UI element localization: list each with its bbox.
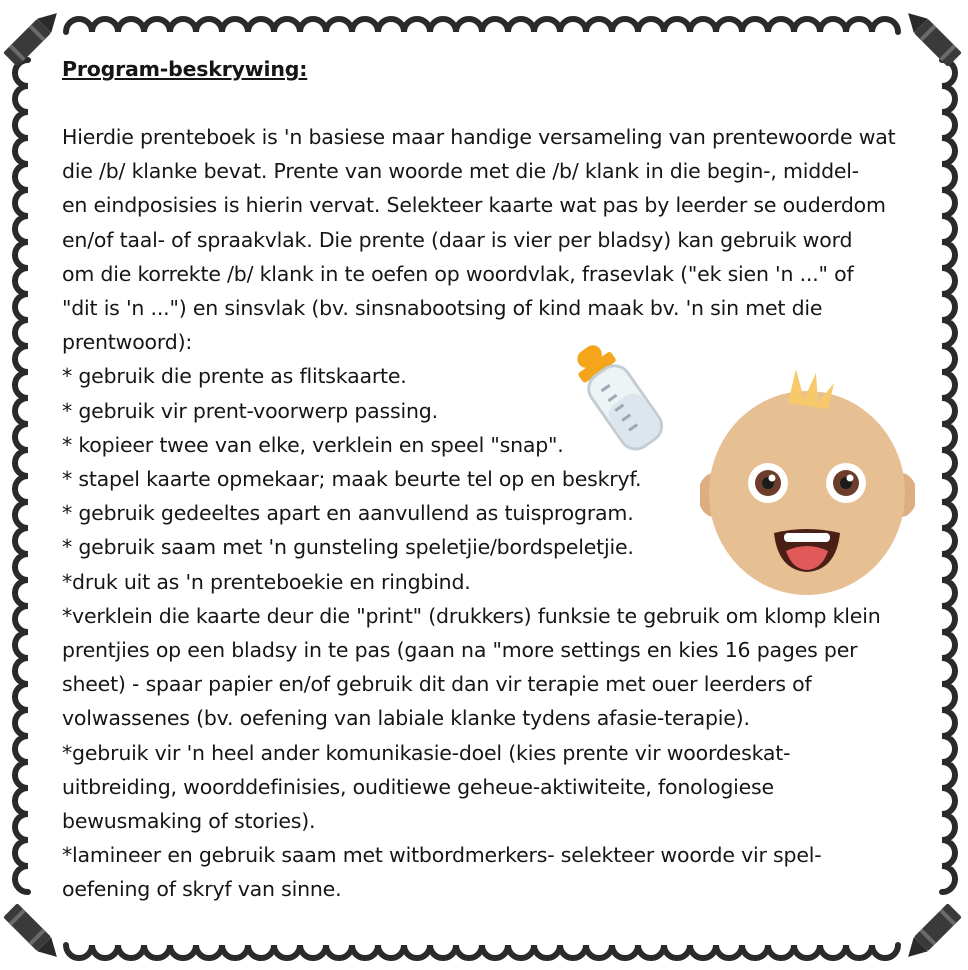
text-line: sheet) - spaar papier en/of gebruik dit dan vir terapie met ouer leerders of (62, 672, 812, 697)
frame-top-curls (66, 19, 898, 32)
text-line: *lamineer en gebruik saam met witbordmerkers- selekteer woorde vir spel- (62, 843, 822, 868)
text-line: prentjies op een bladsy in te pas (gaan na "more settings en kies 16 pages per (62, 638, 858, 663)
text-line: *druk uit as 'n prenteboekie en ringbind. (62, 569, 471, 594)
crayon-icon (901, 903, 962, 964)
text-line: die /b/ klanke bevat. Prente van woorde met die /b/ klank in die begin-, middel- (62, 159, 859, 184)
text-line: en eindposisies is hierin vervat. Selekteer kaarte wat pas by leerder se ouderdom (62, 193, 886, 218)
frame-right-curls (942, 60, 955, 892)
crayon-icon (3, 6, 64, 67)
frame-left-curls (15, 60, 28, 892)
text-line: * gebruik die prente as flitskaarte. (62, 364, 407, 389)
text-line: uitbreiding, woorddefinisies, ouditiewe geheue-aktiwiteite, fonologiese (62, 774, 774, 799)
baby-bottle-icon (560, 340, 680, 460)
page-title: Program-beskrywing: (62, 57, 308, 81)
text-line: prentwoord): (62, 330, 193, 355)
text-line: bewusmaking of stories). (62, 809, 316, 834)
crayon-icon (3, 903, 64, 964)
text-line: en/of taal- of spraakvlak. Die prente (daar is vier per bladsy) kan gebruik word (62, 227, 853, 252)
text-line: * gebruik gedeeltes apart en aanvullend as tuisprogram. (62, 501, 634, 526)
baby-face-icon (700, 365, 915, 595)
text-line: * gebruik vir prent-voorwerp passing. (62, 398, 438, 423)
blank-line (62, 86, 922, 120)
text-line: "dit is 'n ...") en sinsvlak (bv. sinsnabootsing of kind maak bv. 'n sin met die (62, 296, 823, 321)
text-line: *gebruik vir 'n heel ander komunikasie-doel (kies prente vir woordeskat- (62, 740, 791, 765)
text-line: om die korrekte /b/ klank in te oefen op woordvlak, frasevlak ("ek sien 'n ..." of (62, 261, 854, 286)
frame-bottom-curls (66, 945, 898, 958)
text-line: oefening of skryf van sinne. (62, 877, 342, 902)
text-line: * kopieer twee van elke, verklein en speel "snap". (62, 432, 564, 457)
text-line: volwassenes (bv. oefening van labiale klanke tydens afasie-terapie). (62, 706, 750, 731)
text-line: * stapel kaarte opmekaar; maak beurte tel op en beskryf. (62, 467, 642, 492)
text-line: *verklein die kaarte deur die "print" (drukkers) funksie te gebruik om klomp klein (62, 603, 881, 628)
text-line: Hierdie prenteboek is 'n basiese maar handige versameling van prentewoorde wat (62, 125, 896, 149)
text-line: * gebruik saam met 'n gunsteling speletjie/bordspeletjie. (62, 535, 634, 560)
